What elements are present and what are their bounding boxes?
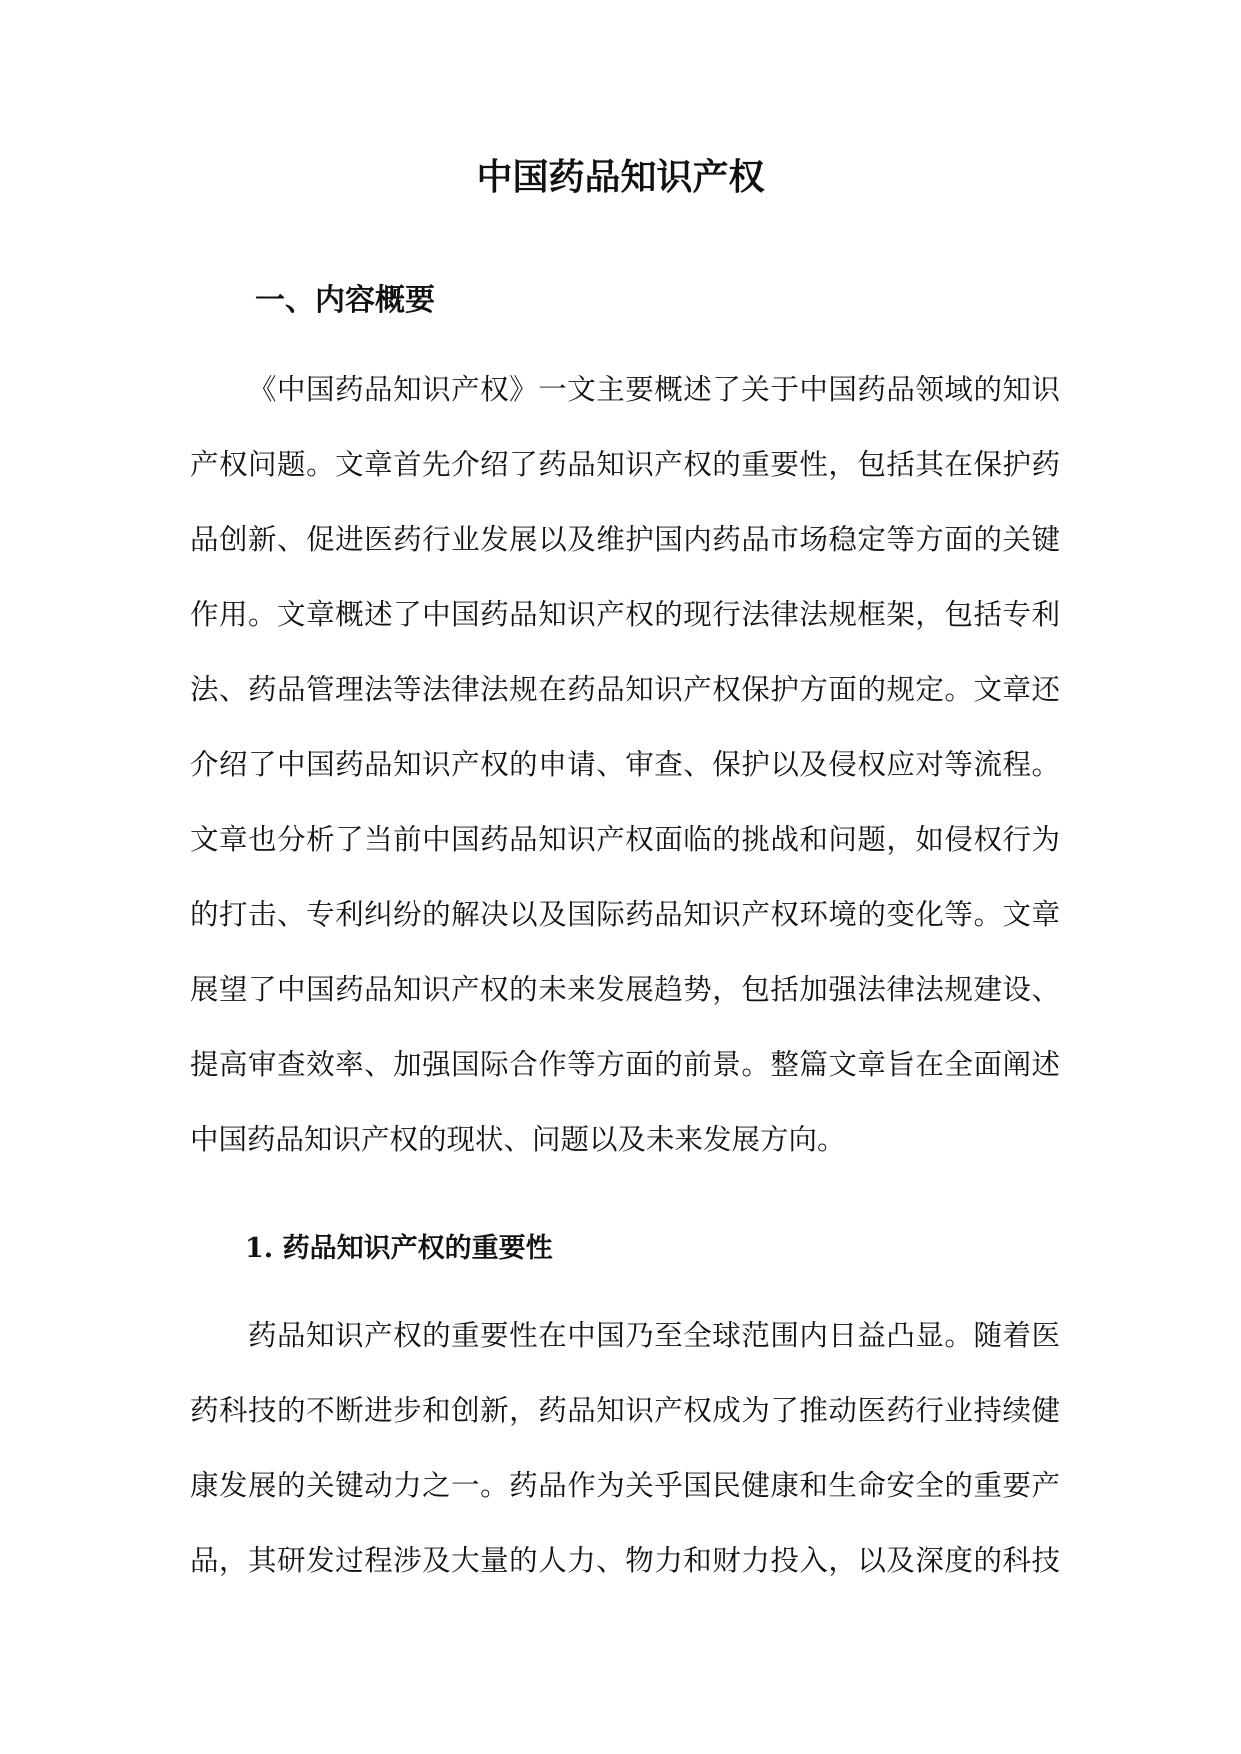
paragraph-line: 展望了中国药品知识产权的未来发展趋势，包括加强法律法规建设、 bbox=[190, 973, 1060, 1006]
document-title: 中国药品知识产权 bbox=[476, 156, 765, 198]
paragraph-line: 品，其研发过程涉及大量的人力、物力和财力投入，以及深度的科技 bbox=[190, 1544, 1060, 1577]
paragraph-line: 中国药品知识产权的现状、问题以及未来发展方向。 bbox=[190, 1123, 846, 1156]
subsection-heading-importance: 1. 药品知识产权的重要性 bbox=[245, 1233, 553, 1264]
importance-paragraph bbox=[190, 1298, 1060, 1598]
paragraph-line: 品创新、促进医药行业发展以及维护国内药品市场稳定等方面的关键 bbox=[190, 523, 1060, 556]
paragraph-line: 的打击、专利纠纷的解决以及国际药品知识产权环境的变化等。文章 bbox=[190, 898, 1060, 931]
paragraph-line: 介绍了中国药品知识产权的申请、审查、保护以及侵权应对等流程。 bbox=[190, 748, 1060, 781]
paragraph-line: 法、药品管理法等法律法规在药品知识产权保护方面的规定。文章还 bbox=[190, 673, 1060, 706]
paragraph-line: 提高审查效率、加强国际合作等方面的前景。整篇文章旨在全面阐述 bbox=[190, 1048, 1060, 1081]
paragraph-line: 药科技的不断进步和创新，药品知识产权成为了推动医药行业持续健 bbox=[190, 1394, 1060, 1427]
paragraph-line: 药品知识产权的重要性在中国乃至全球范围内日益凸显。随着医 bbox=[248, 1319, 1060, 1352]
paragraph-line: 文章也分析了当前中国药品知识产权面临的挑战和问题，如侵权行为 bbox=[190, 823, 1060, 856]
paragraph-line: 康发展的关键动力之一。药品作为关乎国民健康和生命安全的重要产 bbox=[190, 1469, 1060, 1502]
summary-paragraph bbox=[190, 352, 1060, 1177]
paragraph-line: 作用。文章概述了中国药品知识产权的现行法律法规框架，包括专利 bbox=[190, 598, 1060, 631]
section-heading-summary: 一、内容概要 bbox=[255, 283, 435, 318]
paragraph-line: 《中国药品知识产权》一文主要概述了关于中国药品领域的知识 bbox=[248, 373, 1060, 406]
paragraph-line: 产权问题。文章首先介绍了药品知识产权的重要性，包括其在保护药 bbox=[190, 448, 1060, 481]
